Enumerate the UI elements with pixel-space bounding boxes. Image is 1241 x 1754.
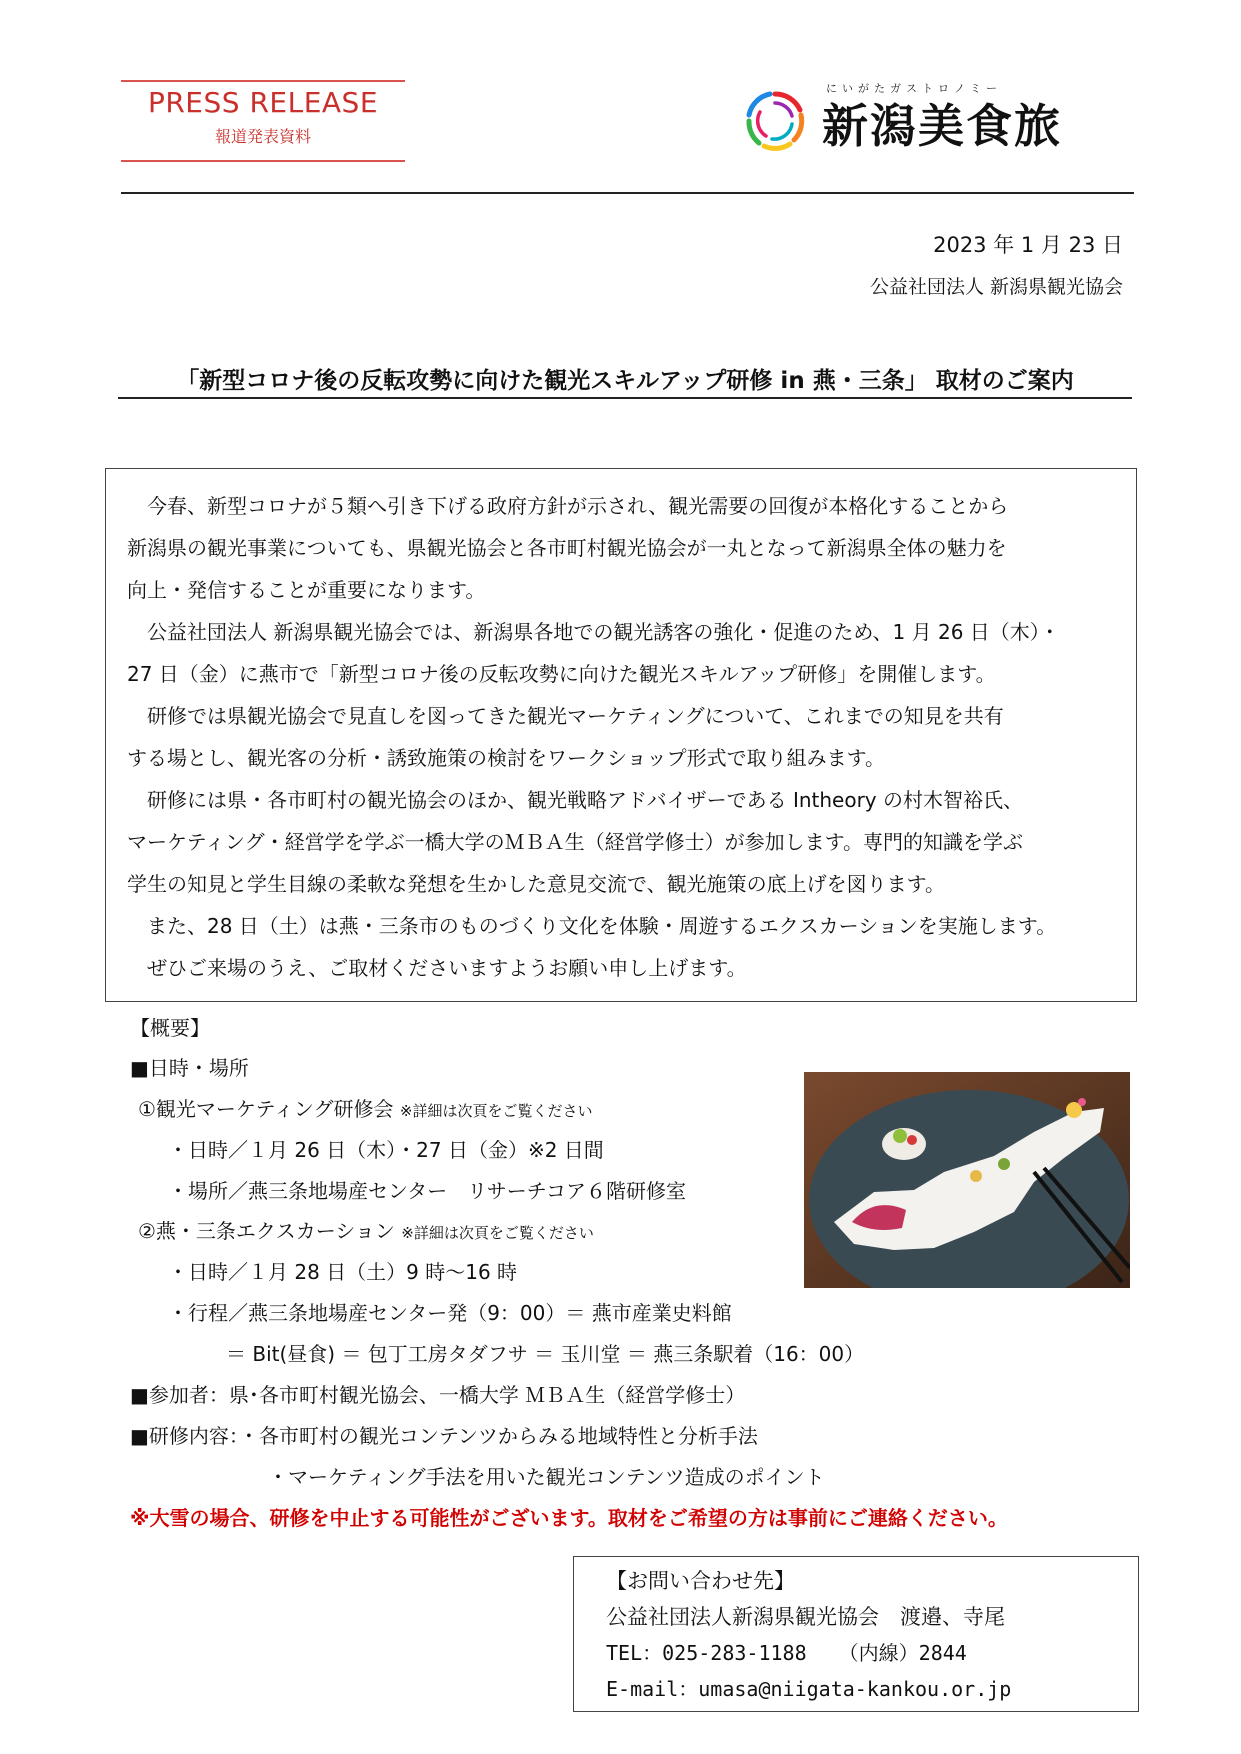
training-content-2: ・マーケティング手法を用いた観光コンテンツ造成のポイント [268, 1465, 825, 1489]
intro-line: 新潟県の観光事業についても、県観光協会と各市町村観光協会が一丸となって新潟県全体の魅力を [127, 536, 1007, 560]
item2-title-row [138, 1215, 594, 1244]
participants: ■参加者：県･各市町村観光協会、一橋大学 ＭＢＡ生（経営学修士） [130, 1383, 746, 1407]
intro-line: する場とし、観光客の分析・誘致施策の検討をワークショップ形式で取り組みます。 [127, 746, 885, 770]
item1-date: ・日時／１月 26 日（木）・27 日（金）※2 日間 [168, 1138, 604, 1162]
release-date: 2023 年 1 月 23 日 [933, 233, 1123, 257]
press-release-top-rule [121, 80, 405, 82]
intro-line: また、28 日（土）は燕・三条市のものづくり文化を体験・周遊するエクスカーションを実施します。 [127, 914, 1057, 938]
snow-warning: ※大雪の場合、研修を中止する可能性がございます。取材をご希望の方は事前にご連絡ください。 [130, 1506, 1008, 1530]
item2-route-line1: ・行程／燕三条地場産センター発（9：00）＝ 燕市産業史料館 [168, 1301, 732, 1325]
contact-email[interactable]: E-mail：umasa@niigata-kankou.or.jp [606, 1677, 1012, 1701]
item2-note: ※詳細は次頁をご覧ください [401, 1224, 594, 1242]
contact-heading: 【お問い合わせ先】 [606, 1569, 795, 1593]
press-release-bottom-rule [121, 160, 405, 162]
contact-org: 公益社団法人新潟県観光協会 渡邉、寺尾 [606, 1605, 1005, 1629]
intro-line: 研修では県観光協会で見直しを図ってきた観光マーケティングについて、これまでの知見を共有 [127, 704, 1004, 728]
training-content-1: ■研修内容：・各市町村の観光コンテンツからみる地域特性と分析手法 [130, 1424, 758, 1448]
intro-text-box [105, 468, 1137, 1002]
rainbow-swirl-logo-icon [742, 88, 808, 154]
header-divider [121, 192, 1134, 194]
schedule-heading: ■日時・場所 [130, 1056, 249, 1080]
item1-note: ※詳細は次頁をご覧ください [399, 1102, 593, 1120]
intro-line: 向上・発信することが重要になります。 [127, 578, 486, 602]
item2-title: ②燕・三条エクスカーション [138, 1219, 395, 1243]
press-release-label: PRESS RELEASE [147, 86, 379, 119]
logo-wordmark: 新潟美食旅 [822, 99, 1062, 153]
contact-box [573, 1556, 1139, 1712]
item1-place: ・場所／燕三条地場産センター リサーチコア６階研修室 [168, 1179, 686, 1203]
item1-title-row [138, 1093, 592, 1122]
title-underline [118, 397, 1132, 399]
item2-date: ・日時／１月 28 日（土）9 時～16 時 [168, 1260, 518, 1284]
intro-line: 学生の知見と学生目線の柔軟な発想を生かした意見交流で、観光施策の底上げを図ります。 [127, 872, 945, 896]
intro-line: 今春、新型コロナが５類へ引き下げる政府方針が示され、観光需要の回復が本格化することから [127, 494, 1009, 518]
logo-ruby-text: にいがたガストロノミー [826, 82, 1002, 95]
intro-line: 27 日（金）に燕市で「新型コロナ後の反転攻勢に向けた観光スキルアップ研修」を開催します。 [127, 662, 996, 686]
food-plate-photo [804, 1072, 1130, 1288]
item2-route-line2: ＝ Bit(昼食) ＝ 包丁工房タダフサ ＝ 玉川堂 ＝ 燕三条駅着（16：00） [226, 1342, 865, 1366]
item1-title: ①観光マーケティング研修会 [138, 1097, 394, 1121]
issuing-organization: 公益社団法人 新潟県観光協会 [869, 276, 1123, 298]
overview-heading: 【概要】 [130, 1016, 210, 1040]
intro-line: マーケティング・経営学を学ぶ一橋大学のＭＢＡ生（経営学修士）が参加します。専門的知識を学ぶ [127, 830, 1023, 854]
intro-line: ぜひご来場のうえ、ご取材くださいますようお願い申し上げます。 [127, 956, 747, 980]
contact-tel: TEL：025-283-1188 （内線）2844 [606, 1641, 967, 1665]
document-title: 「新型コロナ後の反転攻勢に向けた観光スキルアップ研修 in 燕・三条」 取材のご案内 [176, 368, 1074, 394]
press-release-sublabel: 報道発表資料 [214, 127, 311, 146]
intro-line: 公益社団法人 新潟県観光協会では、新潟県各地での観光誘客の強化・促進のため、1 月 26 日（木）・ [127, 620, 1060, 644]
intro-line: 研修には県・各市町村の観光協会のほか、観光戦略アドバイザーである Intheory の村木智裕氏、 [127, 788, 1024, 812]
